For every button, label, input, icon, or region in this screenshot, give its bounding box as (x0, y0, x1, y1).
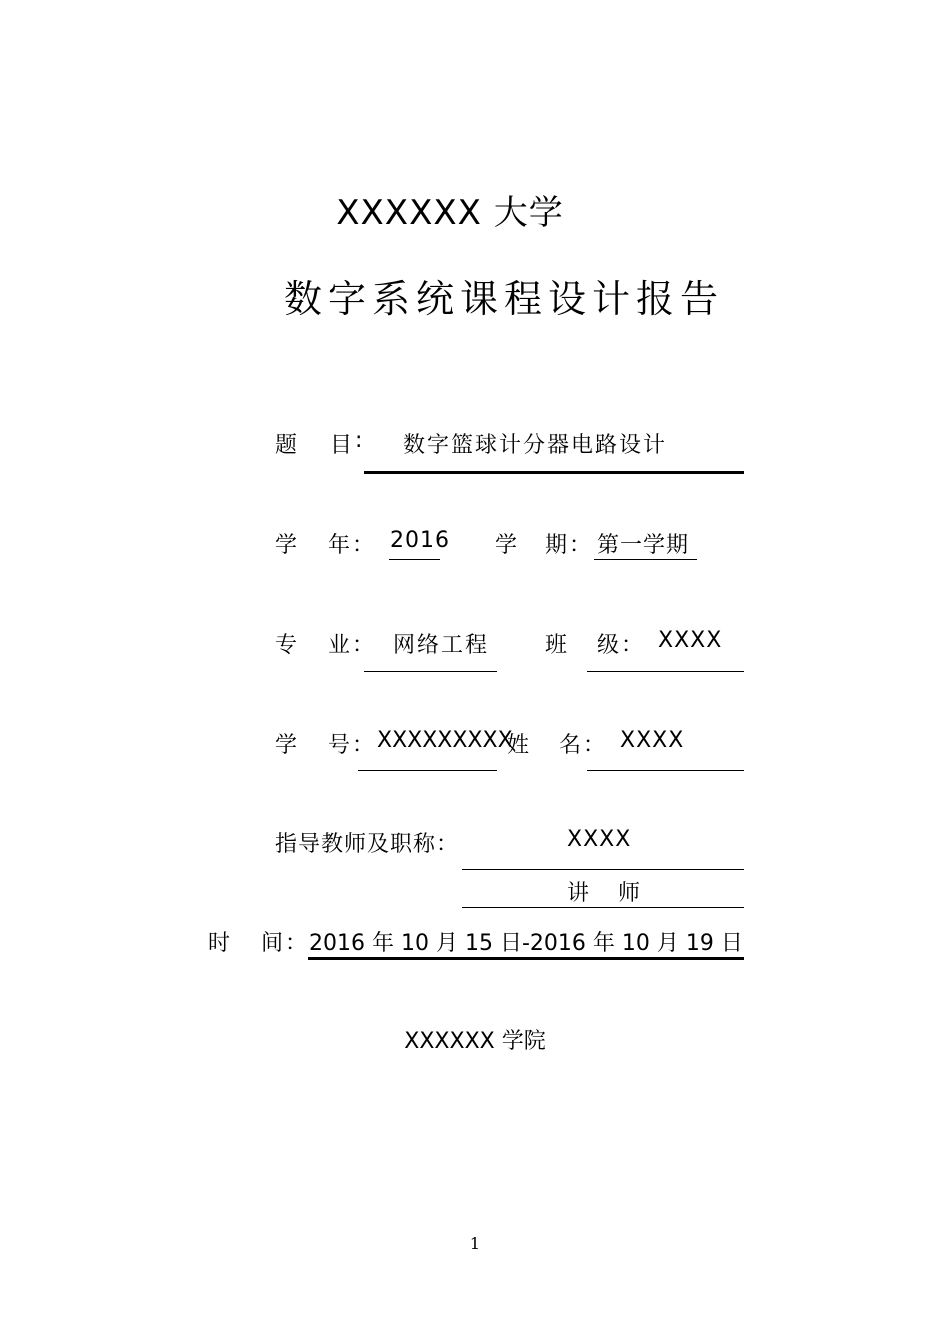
topic-underline (364, 471, 744, 474)
id-value: XXXXXXXXX (377, 728, 513, 753)
id-colon: ： (352, 733, 375, 758)
advisor-title-underline (462, 907, 744, 908)
term-label-char-1: 学 (495, 533, 519, 558)
year-value: 2016 (390, 528, 450, 553)
university-name-text: XXXXXX 大学 (336, 193, 564, 233)
report-title (0, 268, 950, 323)
year-underline (389, 559, 440, 560)
term-label-char-2: 期 (545, 533, 569, 558)
college-name: XXXXXX 学院 (404, 1029, 546, 1054)
class-label-char-1: 班 (545, 633, 569, 658)
class-colon: ： (621, 633, 644, 658)
class-value: XXXX (658, 628, 723, 653)
year-label-char-1: 学 (275, 533, 299, 558)
topic-value: 数字篮球计分器电路设计 (403, 433, 668, 458)
advisor-title: 讲 师 (567, 881, 641, 906)
year-colon: ： (352, 533, 375, 558)
id-label-char-2: 号 (328, 733, 352, 758)
advisor-name: XXXX (567, 827, 632, 852)
class-underline (587, 671, 744, 672)
report-title-text: 数字系统课程设计报告 (283, 277, 724, 321)
major-label-char-2: 业 (328, 633, 352, 658)
id-underline (358, 770, 497, 771)
name-value: XXXX (620, 728, 685, 753)
advisor-label: 指导教师及职称： (275, 832, 460, 857)
name-label-char-2: 名 (559, 733, 583, 758)
name-underline (587, 770, 744, 771)
name-colon: ： (583, 733, 606, 758)
time-label-char-1: 时 (208, 931, 232, 956)
topic-colon: : (355, 428, 363, 453)
university-name (0, 185, 950, 234)
advisor-name-underline (462, 869, 744, 870)
name-label-char-1: 姓 (507, 733, 531, 758)
major-value: 网络工程 (393, 633, 490, 658)
page-number: 1 (469, 1234, 481, 1253)
time-label-char-2: 间 (261, 931, 285, 956)
time-value: 2016 年 10 月 15 日-2016 年 10 月 19 日 (309, 931, 743, 956)
id-label-char-1: 学 (275, 733, 299, 758)
term-colon: ： (569, 533, 592, 558)
topic-label-char-2: 目 (330, 433, 354, 458)
major-label-char-1: 专 (275, 633, 299, 658)
topic-label-char-1: 题 (275, 433, 299, 458)
major-colon: ： (352, 633, 375, 658)
time-underline (308, 957, 744, 960)
term-underline (594, 559, 697, 560)
term-value: 第一学期 (597, 533, 690, 558)
time-colon: ： (285, 931, 308, 956)
class-label-char-2: 级 (597, 633, 621, 658)
year-label-char-2: 年 (328, 533, 352, 558)
major-underline (364, 671, 497, 672)
